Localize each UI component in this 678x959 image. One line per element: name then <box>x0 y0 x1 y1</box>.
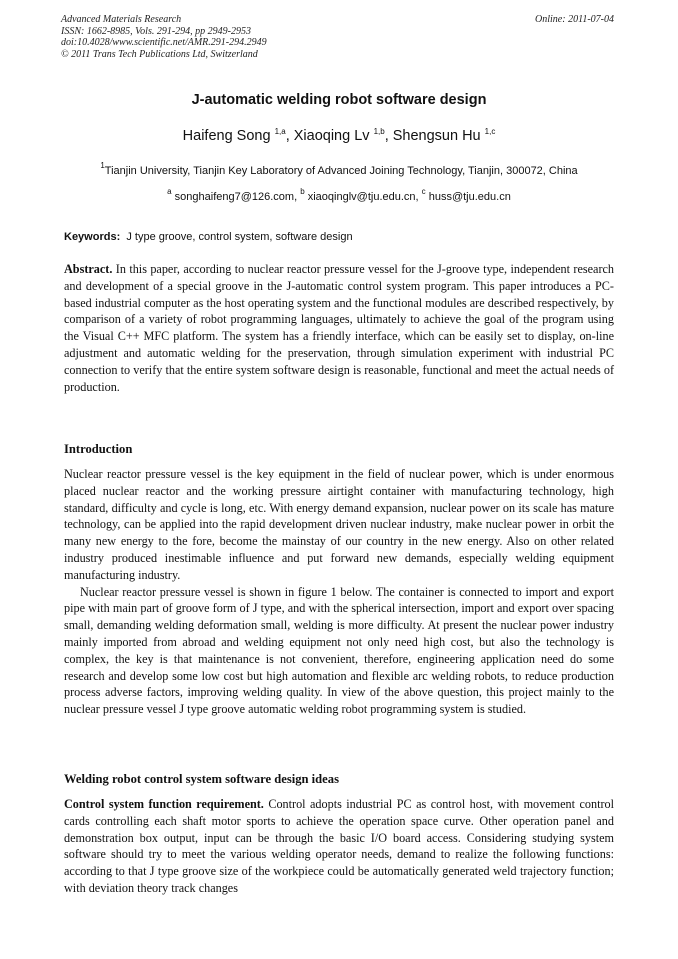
author-affiliation-mark: 1,b <box>373 127 385 136</box>
run-in-heading: Control system function requirement. <box>64 797 264 811</box>
keywords <box>64 230 353 244</box>
introduction-body <box>64 466 614 718</box>
abstract-text: In this paper, according to nuclear reactor pressure vessel for the J-groove type, independent research and development of a special groove in the J-automatic control system program. This paper introduces a PC-based industrial computer as the host operating system and the functional modules are described respectively, by comparison of a variety of robot programming languages, ultimately to achieve the goal of the program using the Visual C++ MFC platform. The system has a friendly interface, which can be easily set to display, on-line adjustment and automatic welding for the preservation, through simulation experiment with industrial PC connection to verify that the entire system software design is reasonable, functional and meet the actual needs of production. <box>64 262 615 394</box>
affiliation <box>0 161 678 178</box>
email-list: $^a$ songhaifeng7@126.com, $^b$ xiaoqinglv@tju.edu.cn, $^c$ huss@tju.edu.cn <box>167 187 511 203</box>
doi-line: doi:10.4028/www.scientific.net/AMR.291-294.2949 <box>61 37 267 48</box>
email-address: huss@tju.edu.cn <box>428 191 511 203</box>
paragraph: Control adopts industrial PC as control host, with movement control cards controlling each shaft motor sports to achieve the operation space curve. Other operation panel and demonstration box output, input can be through the basic I/O board access. Considering studying system software should try to meet the various welding operator needs, demand to realize the following functions: according to that J type groove size of the workpiece could be automatically generated weld trajectory function; with deviation theory track changes <box>64 797 614 895</box>
author-list: Haifeng Song $^{1,a}$, Xiaoqing Lv $^{1,b}$, Shengsun Hu $^{1,c}$ <box>182 127 496 144</box>
email-address: xiaoqinglv@tju.edu.cn <box>307 191 416 203</box>
email-address: songhaifeng7@126.com <box>174 191 295 203</box>
section-heading-welding: Welding robot control system software design ideas <box>64 772 339 786</box>
email-mark: c <box>421 187 426 196</box>
section-heading-introduction: Introduction <box>64 442 133 456</box>
paragraph: Nuclear reactor pressure vessel is shown in figure 1 below. The container is connected to import and export pipe with main part of groove form of J type, and with the spherical intersection, import and export over spacing small, demanding welding deformation small, welding is more difficulty. At present the nuclear power industry mainly imported from abroad and welding equipment not only need high cost, but also the technology is complex, the key is that maintenance is not convenient, therefore, engineering application need do some research and develop some low cost but high automation and flexible arc welding robots, to reduce production process adverse factors, improving welding quality. In view of the above question, this project mainly to the nuclear pressure vessel J type groove automatic welding robot programming system is studied. <box>64 584 614 717</box>
abstract-label: Abstract. <box>64 262 113 276</box>
affiliation-text: Tianjin University, Tianjin Key Laboratory of Advanced Joining Technology, Tianjin, 300072, China <box>104 165 578 177</box>
online-date: Online: 2011-07-04 <box>535 14 614 25</box>
email-mark: b <box>300 187 305 196</box>
abstract <box>64 261 614 395</box>
affiliation-mark: 1 <box>100 161 105 170</box>
keywords-text: J type groove, control system, software design <box>126 231 353 243</box>
issn-line: ISSN: 1662-8985, Vols. 291-294, pp 2949-2953 <box>61 25 251 37</box>
author-name: Xiaoqing Lv <box>293 128 370 144</box>
journal-header <box>61 14 267 60</box>
author-name: Haifeng Song <box>182 128 271 144</box>
author-affiliation-mark: 1,a <box>274 127 286 136</box>
journal-name: Advanced Materials Research <box>61 14 182 25</box>
author-name: Shengsun Hu <box>392 128 481 144</box>
paragraph: Nuclear reactor pressure vessel is the key equipment in the field of nuclear power, which is under enormous placed nuclear reactor and the working pressure airtight container with manufacturing technology, high standard, difficulty and cycle is long, etc. With energy demand expansion, nuclear power on its scale has mature technology, can be applied into the rapid development driven nuclear industry, make nuclear power in orbit the many new energy to the fore, become the mainstay of our country in the new energy. Also on other related industry produced inestimable influence and put forward new demands, especially welding equipment manufacturing industry. <box>64 467 614 582</box>
email-mark: a <box>167 187 172 196</box>
author-affiliation-mark: 1,c <box>484 127 496 136</box>
keywords-label: Keywords: <box>64 231 121 243</box>
copyright-line: © 2011 Trans Tech Publications Ltd, Switzerland <box>61 48 258 60</box>
paper-title: J-automatic welding robot software design <box>191 92 487 108</box>
control-requirement-body <box>64 796 614 897</box>
